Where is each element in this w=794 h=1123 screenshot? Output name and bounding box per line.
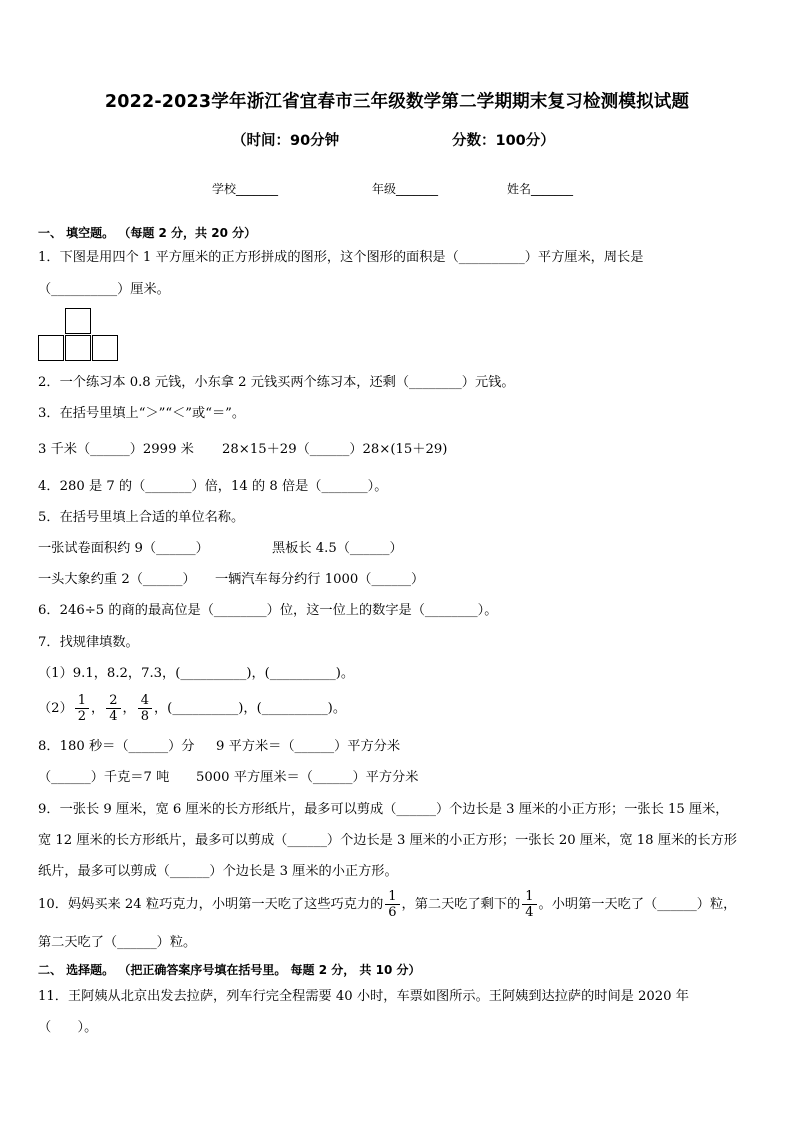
fraction-1-4: $\frac{1}{4}$ xyxy=(522,889,536,920)
q5-a: 一张试卷面积约 9（______） xyxy=(38,541,209,556)
q9-line1: 9．一张长 9 厘米，宽 6 厘米的长方形纸片，最多可以剪成（______）个边长是 3 厘米的小正方形；一张长 15 厘米， xyxy=(38,802,729,817)
q5-line1: 5．在括号里填上合适的单位名称。 xyxy=(38,510,245,525)
q8-b: 9 平方米＝（______）平方分米 xyxy=(216,739,401,754)
section2-title: 二、 选择题。 （把正确答案序号填在括号里。 每题 2 分， 共 10 分） xyxy=(38,963,421,977)
name-field[interactable]: 姓名_______ xyxy=(507,182,574,196)
q5-c: 一头大象约重 2（______） xyxy=(38,572,196,587)
q9-line2: 宽 12 厘米的长方形纸片，最多可以剪成（______）个边长是 3 厘米的小正方形；一张长 20 厘米，宽 18 厘米的长方形 xyxy=(38,833,737,848)
school-field[interactable]: 学校_______ xyxy=(212,182,279,196)
fraction-1-2: $\frac{1}{2}$ xyxy=(75,693,89,724)
q1-line2: （__________）厘米。 xyxy=(38,282,170,297)
q6: 6．246÷5 的商的最高位是（________）位，这一位上的数字是（________）。 xyxy=(38,603,498,618)
fraction-1-6: $\frac{1}{6}$ xyxy=(385,889,399,920)
q7-line1: 7．找规律填数。 xyxy=(38,635,139,650)
q7-p2: （2） $\frac{1}{2}$ ， $\frac{2}{4}$ ， $\frac{4}{8}$ ，(__________)，(__________)。 xyxy=(38,693,347,724)
q3-b: 28×15＋29（______）28×(15＋29) xyxy=(222,442,448,457)
q8-c: （______）千克＝7 吨 xyxy=(38,770,170,785)
square-top xyxy=(65,308,91,334)
q9-line3: 纸片，最多可以剪成（______）个边长是 3 厘米的小正方形。 xyxy=(38,864,398,879)
square-bottom-right xyxy=(92,335,118,361)
q7-p2-suffix: ，(__________)，(__________)。 xyxy=(153,701,347,716)
page-title: 2022-2023学年浙江省宜春市三年级数学第二学期期末复习检测模拟试题 xyxy=(104,92,690,112)
q5-b: 黑板长 4.5（______） xyxy=(272,541,403,556)
q3-a: 3 千米（______）2999 米 xyxy=(38,442,194,457)
q10-line2: 第二天吃了（______）粒。 xyxy=(38,935,197,950)
q11-line2: （ ）。 xyxy=(38,1020,98,1035)
square-bottom-middle xyxy=(65,335,91,361)
q4: 4．280 是 7 的（_______）倍，14 的 8 倍是（_______）。 xyxy=(38,479,388,494)
square-bottom-left xyxy=(38,335,64,361)
fraction-2-4: $\frac{2}{4}$ xyxy=(106,693,120,724)
fraction-4-8: $\frac{4}{8}$ xyxy=(138,693,152,724)
exam-time: （时间：90分钟 xyxy=(232,133,340,149)
q2: 2．一个练习本 0.8 元钱，小东拿 2 元钱买两个练习本，还剩（________）元钱。 xyxy=(38,375,515,390)
exam-score: 分数：100分） xyxy=(452,133,555,149)
squares-figure xyxy=(38,308,120,362)
section1-title: 一、 填空题。 （每题 2 分，共 20 分） xyxy=(38,226,257,240)
q1-line1: 1．下图是用四个 1 平方厘米的正方形拼成的图形，这个图形的面积是（__________）平方厘米，周长是 xyxy=(38,250,644,265)
grade-field[interactable]: 年级_______ xyxy=(372,182,439,196)
q8-d: 5000 平方厘米＝（______）平方分米 xyxy=(196,770,419,785)
q8-a: 8．180 秒＝（______）分 xyxy=(38,739,195,754)
q10-line1: 10．妈妈买来 24 粒巧克力，小明第一天吃了这些巧克力的 $\frac{1}{6}$ ，第二天吃了剩下的 $\frac{1}{4}$ 。小明第一天吃了（______）粒， xyxy=(38,889,737,920)
q11-line1: 11．王阿姨从北京出发去拉萨，列车行完全程需要 40 小时，车票如图所示。王阿姨到达拉萨的时间是 2020 年 xyxy=(38,989,689,1004)
q7-p1: （1）9.1，8.2，7.3，(__________)，(__________)。 xyxy=(38,666,355,681)
q3-line1: 3．在括号里填上“＞”“＜”或“＝”。 xyxy=(38,406,246,421)
q5-d: 一辆汽车每分约行 1000（______） xyxy=(215,572,425,587)
q7-p2-prefix: （2） xyxy=(38,701,73,716)
